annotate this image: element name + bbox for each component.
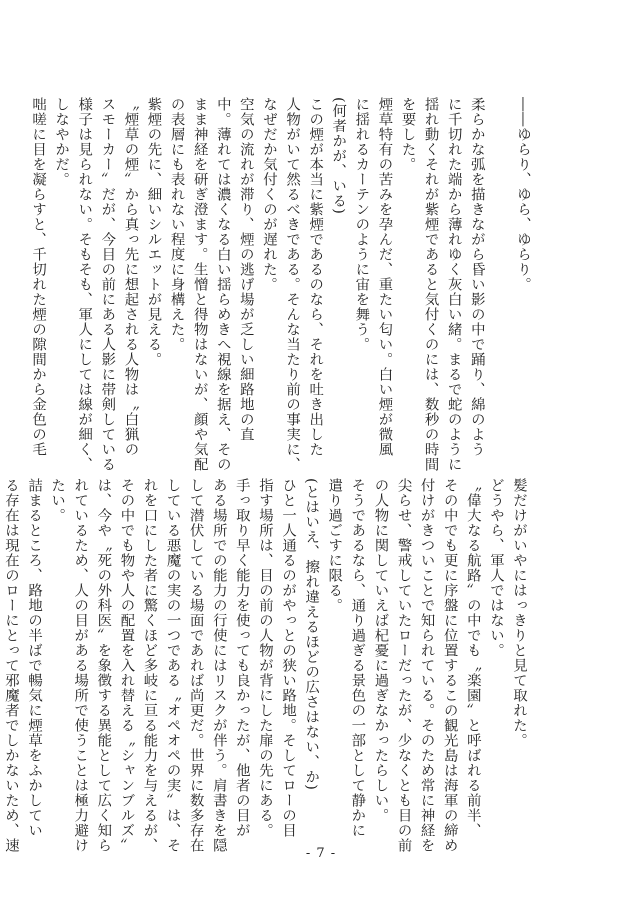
text-line: どうやら、軍人ではない。 [487,478,504,658]
text-line: の人物に関していえば杞憂に過ぎなかったらしい。 [372,478,389,823]
text-line: 紫煙の先に、細いシルエットが見える。 [145,97,162,367]
text-line: 空気の流れが滞り、煙の逃げ場が乏しい細路地の直 [237,97,254,442]
text-line: の表層にも表れない程度に身構えた。 [168,97,185,352]
text-line: 煙草特有の苦みを孕んだ、重たい匂い。白い煙が微風 [376,97,393,457]
text-line: 柔らかな弧を描きながら昏い影の中で踊り、綿のよう [468,97,485,457]
text-line: 髪だけがいやにはっきりと見て取れた。 [511,478,527,748]
text-line: に揺れるカーテンのように宙を舞う。 [353,97,370,352]
text-line: 人物がいて然るべきである。そんな当たり前の事実に、 [284,97,301,472]
text-line: を要した。 [399,97,416,172]
text-line: 詰まるところ、路地の半ばで暢気に煙草をふかしてい [26,478,43,838]
text-line: 付けがきついことで知られている。そのため常に神経を [418,478,435,853]
text-line: その中でも更に序盤に位置するこの観光島は海軍の締め [441,478,458,853]
text-line: れているため、人の目がある場所で使うことは極力避け [72,478,89,853]
upper-text-block [26,97,534,472]
text-line: そうであるなら、通り過ぎる景色の一部として静かに [349,478,366,838]
lower-text-block [0,478,530,853]
text-line: スモーカー〟だが、今目の前にある人影に帯剣している [99,97,116,472]
text-line: している悪魔の実の一つである〝オペオペの実〟は、そ [164,478,181,853]
text-line: 揺れ動くそれが紫煙であると気付くのには、数秒の時間 [422,97,439,472]
text-line [488,97,511,434]
text-line: に千切れた端から薄れゆく灰白い緒。まるで蛇のように [445,97,462,472]
text-line: 中。薄れては濃くなる白い揺らめきへ視線を据え、その [214,97,231,472]
text-line: る存在は現在のローにとって邪魔者でしかないため、速 [2,478,19,853]
text-line: その中でも物や人の配置を入れ替える〝シャンブルズ〟 [118,478,135,853]
text-line: ――ゆらり、ゆら、ゆらり。 [515,97,531,292]
text-line: (とはいえ、擦れ違えるほどの広さはない、か) [303,478,320,791]
text-line: なぜだか気付くのが遅れた。 [260,97,277,292]
text-line: 遣り過ごすに限る。 [326,478,343,613]
text-line: は、今や〝死の外科医〟を象徴する異能として広く知ら [95,478,112,853]
text-line: して潜伏している場面であれば尚更だ。世界に数多存在 [187,478,204,853]
text-line: 手っ取り早く能力を使っても良かったが、他者の目が [233,478,250,838]
page-number: - 7 - [305,846,337,861]
text-line: 〝偉大なる航路〟の中でも〝楽園〟と呼ばれる前半、 [464,478,481,838]
text-line: れを口にした者に驚くほど多岐に亘る能力を与えるが、 [141,478,158,853]
text-line: 〝煙草の煙〟から真っ先に想起される人物は〝白猟の [122,97,139,457]
text-line: 様子は見られない。そもそも、軍人にしては線が細く、 [76,97,93,472]
text-line: まま神経を研ぎ澄ます。生憎と得物はないが、顔や気配 [191,97,208,472]
text-line: しなやかだ。 [53,97,70,187]
text-line: 指す場所は、目の前の人物が背にした扉の先にある。 [256,478,273,838]
text-line: ひと一人通るのがやっとの狭い路地。そしてローの目 [280,478,297,838]
text-line: ある場所での能力の行使にはリスクが伴う。肩書きを隠 [210,478,227,853]
text-line: たい。 [49,478,66,523]
text-line: 尖らせ、警戒していたローだったが、少なくとも目の前 [395,478,412,853]
text-line: この煙が本当に紫煙であるのなら、それを吐き出した [307,97,324,457]
text-line: (何者かが、いる) [330,97,347,215]
text-line: 咄嗟に目を凝らすと、千切れた煙の隙間から金色の毛 [30,97,47,457]
